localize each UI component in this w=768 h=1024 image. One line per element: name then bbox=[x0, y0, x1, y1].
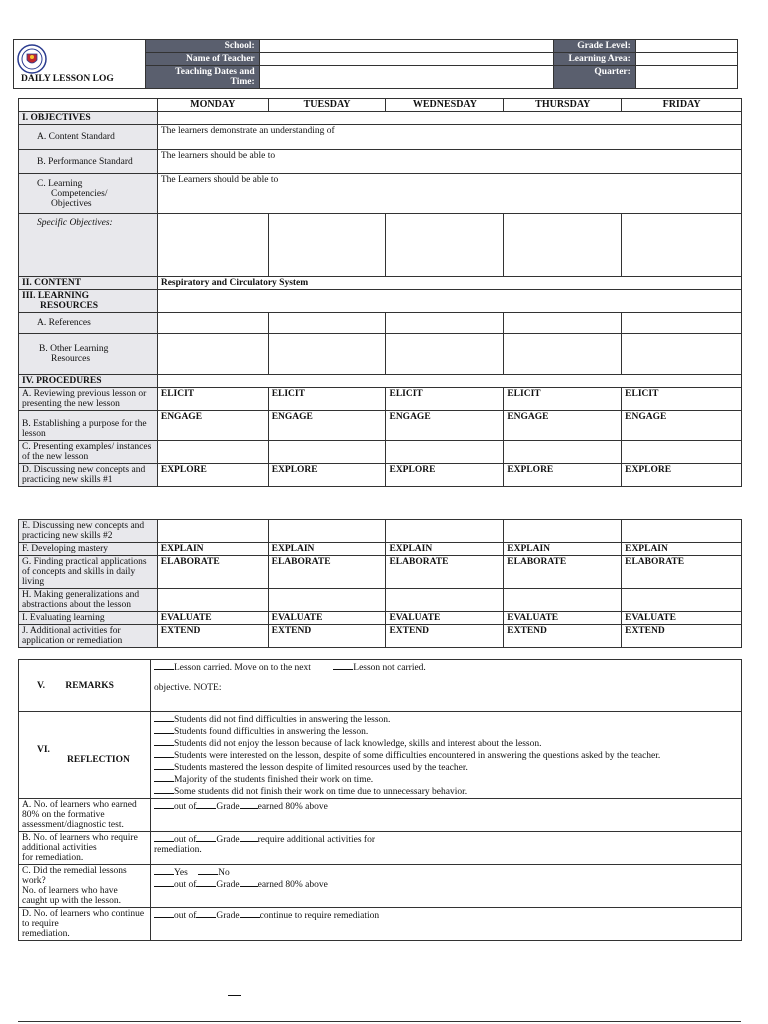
elicit-tuesday[interactable]: ELICIT bbox=[268, 388, 386, 411]
logo-cell bbox=[14, 40, 146, 89]
not-carried-text: Lesson not carried. bbox=[353, 663, 426, 673]
remarks-note: objective. NOTE: bbox=[153, 683, 222, 693]
learners-a-line2: 80% on the formative bbox=[22, 810, 105, 820]
day-friday: FRIDAY bbox=[622, 99, 742, 112]
h-friday[interactable] bbox=[622, 589, 742, 612]
learners-a-label bbox=[19, 799, 151, 832]
c-monday[interactable] bbox=[157, 441, 268, 464]
resources-blank bbox=[157, 290, 741, 313]
out-of-text: out of bbox=[173, 835, 197, 845]
explain-wednesday[interactable]: EXPLAIN bbox=[386, 543, 504, 556]
reflection-item-text: Students were interested on the lesson, despite of some difficulties encountered in answering the questions asked by the teacher. bbox=[173, 751, 661, 761]
carried-blank[interactable] bbox=[154, 661, 174, 670]
reflection-item[interactable] bbox=[154, 737, 738, 749]
explore-friday[interactable]: EXPLORE bbox=[622, 464, 742, 487]
competencies-label-line1: C. Learning bbox=[37, 179, 83, 189]
learners-b-line3: for remediation. bbox=[22, 853, 84, 863]
other-resources-thursday[interactable] bbox=[504, 334, 622, 375]
procedure-i-label: I. Evaluating learning bbox=[19, 612, 158, 625]
other-resources-tuesday[interactable] bbox=[268, 334, 386, 375]
learners-c-line1: C. Did the remedial lessons bbox=[22, 866, 127, 876]
procedure-b-label: B. Establishing a purpose for the lesson bbox=[19, 411, 158, 441]
out-of-text: out of bbox=[173, 802, 197, 812]
e-thursday[interactable] bbox=[504, 520, 622, 543]
not-carried-blank[interactable] bbox=[333, 661, 353, 670]
learners-b-label bbox=[19, 832, 151, 865]
reflection-blank[interactable] bbox=[154, 761, 174, 770]
out-of-text: out of bbox=[173, 880, 197, 890]
elaborate-wednesday[interactable]: ELABORATE bbox=[386, 556, 504, 589]
c-wednesday[interactable] bbox=[386, 441, 504, 464]
reflection-item-text: Students did not enjoy the lesson because of lack knowledge, skills and interest about the lesson. bbox=[173, 739, 542, 749]
content-standard-text[interactable]: The learners demonstrate an understanding of bbox=[157, 125, 741, 150]
learning-area-field[interactable] bbox=[635, 53, 737, 66]
references-tuesday[interactable] bbox=[268, 313, 386, 334]
d-grade-blank[interactable] bbox=[240, 909, 260, 918]
procedure-c-label: C. Presenting examples/ instances of the new lesson bbox=[19, 441, 158, 464]
other-resources-label bbox=[19, 334, 158, 375]
reflection-item-text: Students mastered the lesson despite of limited resources used by the teacher. bbox=[173, 763, 468, 773]
resources-heading bbox=[19, 290, 158, 313]
d-count-blank[interactable] bbox=[154, 909, 174, 918]
c-total-blank[interactable] bbox=[196, 878, 216, 887]
specific-friday[interactable] bbox=[622, 214, 742, 277]
procedure-e-label: E. Discussing new concepts and practicing new skills #2 bbox=[19, 520, 158, 543]
remediation-text: remediation. bbox=[153, 845, 202, 855]
elicit-friday[interactable]: ELICIT bbox=[622, 388, 742, 411]
c-grade-blank[interactable] bbox=[240, 878, 258, 887]
h-monday[interactable] bbox=[157, 589, 268, 612]
lesson-table-part2 bbox=[18, 519, 742, 648]
engage-monday[interactable]: ENGAGE bbox=[157, 411, 268, 441]
reflection-blank[interactable] bbox=[154, 725, 174, 734]
learners-d-line3: remediation. bbox=[22, 929, 70, 939]
remarks-label bbox=[19, 660, 151, 712]
remarks-cell bbox=[150, 660, 741, 712]
learners-d-line2: to require bbox=[22, 919, 59, 929]
continue-text: continue to require remediation bbox=[259, 911, 380, 921]
learners-c-line4: caught up with the lesson. bbox=[22, 896, 121, 906]
competencies-label bbox=[19, 174, 158, 214]
reflection-blank[interactable] bbox=[154, 773, 174, 782]
reflection-item[interactable] bbox=[154, 773, 738, 785]
b-count-blank[interactable] bbox=[154, 833, 174, 842]
c-friday[interactable] bbox=[622, 441, 742, 464]
remarks-line1 bbox=[154, 661, 738, 673]
extend-thursday[interactable]: EXTEND bbox=[504, 625, 622, 648]
no-text: No bbox=[218, 868, 230, 878]
references-monday[interactable] bbox=[157, 313, 268, 334]
reflection-item[interactable] bbox=[154, 725, 738, 737]
content-standard-label: A. Content Standard bbox=[19, 125, 158, 150]
extend-monday[interactable]: EXTEND bbox=[157, 625, 268, 648]
a-grade-blank[interactable] bbox=[240, 800, 258, 809]
dates-label: Teaching Dates and Time: bbox=[146, 66, 259, 89]
quarter-label: Quarter: bbox=[554, 66, 636, 89]
extend-friday[interactable]: EXTEND bbox=[622, 625, 742, 648]
learners-d-label bbox=[19, 908, 151, 941]
grade-text: Grade bbox=[216, 802, 240, 812]
extend-tuesday[interactable]: EXTEND bbox=[268, 625, 386, 648]
reflection-item[interactable] bbox=[154, 785, 738, 797]
dates-field[interactable] bbox=[259, 66, 553, 89]
specific-thursday[interactable] bbox=[504, 214, 622, 277]
reflection-blank[interactable] bbox=[154, 713, 174, 722]
explain-thursday[interactable]: EXPLAIN bbox=[504, 543, 622, 556]
references-label: A. References bbox=[19, 313, 158, 334]
reflection-item[interactable] bbox=[154, 761, 738, 773]
yes-text: Yes bbox=[173, 868, 188, 878]
engage-thursday[interactable]: ENGAGE bbox=[504, 411, 622, 441]
learners-b-cell bbox=[150, 832, 741, 865]
procedures-heading: IV. PROCEDURES bbox=[19, 375, 158, 388]
procedure-f-label: F. Developing mastery bbox=[19, 543, 158, 556]
c-tuesday[interactable] bbox=[268, 441, 386, 464]
procedure-g-label: G. Finding practical applications of concepts and skills in daily living bbox=[19, 556, 158, 589]
other-resources-monday[interactable] bbox=[157, 334, 268, 375]
grade-level-label: Grade Level: bbox=[554, 40, 636, 53]
learners-c-line3: No. of learners who have bbox=[22, 886, 118, 896]
deped-seal-icon bbox=[17, 44, 47, 74]
grade-level-field[interactable] bbox=[635, 40, 737, 53]
learners-a-line3: assessment/diagnostic test. bbox=[22, 820, 124, 830]
reflection-label bbox=[19, 712, 151, 799]
specific-tuesday[interactable] bbox=[268, 214, 386, 277]
other-resources-wednesday[interactable] bbox=[386, 334, 504, 375]
procedure-j-label: J. Additional activities for application or remediation bbox=[19, 625, 158, 648]
stray-underline bbox=[228, 995, 241, 996]
grade-text: Grade bbox=[216, 911, 240, 921]
day-wednesday: WEDNESDAY bbox=[386, 99, 504, 112]
out-of-text: out of bbox=[173, 911, 197, 921]
reflection-item[interactable] bbox=[154, 749, 738, 761]
explore-monday[interactable]: EXPLORE bbox=[157, 464, 268, 487]
reflection-item[interactable] bbox=[154, 713, 738, 725]
school-field[interactable] bbox=[259, 40, 553, 53]
grade-text: Grade bbox=[216, 835, 240, 845]
carried-text: Lesson carried. Move on to the next bbox=[173, 663, 311, 673]
teacher-label: Name of Teacher bbox=[146, 53, 259, 66]
explore-tuesday[interactable]: EXPLORE bbox=[268, 464, 386, 487]
procedure-a-label: A. Reviewing previous lesson or presenting the new lesson bbox=[19, 388, 158, 411]
earned-text: earned 80% above bbox=[257, 802, 328, 812]
performance-standard-label: B. Performance Standard bbox=[19, 150, 158, 174]
e-monday[interactable] bbox=[157, 520, 268, 543]
require-text: require additional activities for bbox=[257, 835, 376, 845]
objectives-heading: I. OBJECTIVES bbox=[19, 112, 158, 125]
content-heading: II. CONTENT bbox=[19, 277, 158, 290]
yes-blank[interactable] bbox=[154, 866, 174, 875]
h-thursday[interactable] bbox=[504, 589, 622, 612]
lesson-table-part1 bbox=[18, 98, 742, 487]
references-thursday[interactable] bbox=[504, 313, 622, 334]
content-topic[interactable]: Respiratory and Circulatory System bbox=[157, 277, 741, 290]
explain-friday[interactable]: EXPLAIN bbox=[622, 543, 742, 556]
engage-tuesday[interactable]: ENGAGE bbox=[268, 411, 386, 441]
specific-monday[interactable] bbox=[157, 214, 268, 277]
a-total-blank[interactable] bbox=[196, 800, 216, 809]
e-tuesday[interactable] bbox=[268, 520, 386, 543]
procedures-blank bbox=[157, 375, 741, 388]
reflection-item-text: Some students did not finish their work on time due to unnecessary behavior. bbox=[173, 787, 468, 797]
school-label: School: bbox=[146, 40, 259, 53]
references-wednesday[interactable] bbox=[386, 313, 504, 334]
remarks-table bbox=[18, 659, 742, 941]
evaluate-thursday[interactable]: EVALUATE bbox=[504, 612, 622, 625]
learners-b-line2: additional activities bbox=[22, 843, 97, 853]
b-grade-blank[interactable] bbox=[240, 833, 258, 842]
specific-objectives-label: Specific Objectives: bbox=[19, 214, 158, 277]
d-total-blank[interactable] bbox=[196, 909, 216, 918]
reflection-heading: REFLECTION bbox=[67, 755, 130, 765]
resources-heading-line1: III. LEARNING bbox=[22, 291, 90, 301]
reflection-num: VI. bbox=[37, 745, 50, 755]
remarks-num: V. bbox=[37, 680, 46, 691]
learners-c-cell bbox=[150, 865, 741, 908]
elaborate-monday[interactable]: ELABORATE bbox=[157, 556, 268, 589]
reflection-item-text: Students found difficulties in answering the lesson. bbox=[173, 727, 369, 737]
day-thursday: THURSDAY bbox=[504, 99, 622, 112]
explore-thursday[interactable]: EXPLORE bbox=[504, 464, 622, 487]
evaluate-monday[interactable]: EVALUATE bbox=[157, 612, 268, 625]
elicit-thursday[interactable]: ELICIT bbox=[504, 388, 622, 411]
references-friday[interactable] bbox=[622, 313, 742, 334]
reflection-cell bbox=[150, 712, 741, 799]
teacher-field[interactable] bbox=[259, 53, 553, 66]
a-count-blank[interactable] bbox=[154, 800, 174, 809]
reflection-item-text: Students did not find difficulties in answering the lesson. bbox=[173, 715, 391, 725]
c-count-blank[interactable] bbox=[154, 878, 174, 887]
h-wednesday[interactable] bbox=[386, 589, 504, 612]
extend-wednesday[interactable]: EXTEND bbox=[386, 625, 504, 648]
b-total-blank[interactable] bbox=[196, 833, 216, 842]
competencies-label-line2: Competencies/ bbox=[51, 189, 108, 199]
engage-wednesday[interactable]: ENGAGE bbox=[386, 411, 504, 441]
competencies-text[interactable]: The Learners should be able to bbox=[157, 174, 741, 214]
other-resources-line2: Resources bbox=[51, 354, 91, 364]
explain-tuesday[interactable]: EXPLAIN bbox=[268, 543, 386, 556]
learners-d-cell bbox=[150, 908, 741, 941]
learners-d-line1: D. No. of learners who continue bbox=[22, 909, 145, 919]
header-table bbox=[13, 39, 738, 89]
learners-a-cell bbox=[150, 799, 741, 832]
explain-monday[interactable]: EXPLAIN bbox=[157, 543, 268, 556]
learners-c-label bbox=[19, 865, 151, 908]
reflection-item-text: Majority of the students finished their work on time. bbox=[173, 775, 374, 785]
log-title: DAILY LESSON LOG bbox=[21, 73, 114, 84]
learners-c-line2: work? bbox=[22, 876, 46, 886]
no-blank[interactable] bbox=[198, 866, 218, 875]
earned-text: earned 80% above bbox=[257, 880, 328, 890]
performance-standard-text[interactable]: The learners should be able to bbox=[157, 150, 741, 174]
learning-area-label: Learning Area: bbox=[554, 53, 636, 66]
other-resources-friday[interactable] bbox=[622, 334, 742, 375]
c-thursday[interactable] bbox=[504, 441, 622, 464]
elaborate-friday[interactable]: ELABORATE bbox=[622, 556, 742, 589]
h-tuesday[interactable] bbox=[268, 589, 386, 612]
learners-a-line1: A. No. of learners who earned bbox=[22, 800, 137, 810]
procedure-d-label: D. Discussing new concepts and practicing new skills #1 bbox=[19, 464, 158, 487]
remarks-heading: REMARKS bbox=[65, 680, 114, 691]
evaluate-tuesday[interactable]: EVALUATE bbox=[268, 612, 386, 625]
evaluate-wednesday[interactable]: EVALUATE bbox=[386, 612, 504, 625]
e-friday[interactable] bbox=[622, 520, 742, 543]
day-tuesday: TUESDAY bbox=[268, 99, 386, 112]
learners-b-line1: B. No. of learners who require bbox=[22, 833, 138, 843]
reflection-blank[interactable] bbox=[154, 749, 174, 758]
specific-wednesday[interactable] bbox=[386, 214, 504, 277]
resources-heading-line2: RESOURCES bbox=[40, 301, 99, 311]
e-wednesday[interactable] bbox=[386, 520, 504, 543]
elicit-wednesday[interactable]: ELICIT bbox=[386, 388, 504, 411]
explore-wednesday[interactable]: EXPLORE bbox=[386, 464, 504, 487]
objectives-blank bbox=[157, 112, 741, 125]
elicit-monday[interactable]: ELICIT bbox=[157, 388, 268, 411]
reflection-blank[interactable] bbox=[154, 785, 174, 794]
elaborate-tuesday[interactable]: ELABORATE bbox=[268, 556, 386, 589]
corner-cell bbox=[19, 99, 158, 112]
procedure-h-label: H. Making generalizations and abstractions about the lesson bbox=[19, 589, 158, 612]
quarter-field[interactable] bbox=[635, 66, 737, 89]
other-resources-line1: B. Other Learning bbox=[39, 344, 109, 354]
grade-text: Grade bbox=[216, 880, 240, 890]
next-page-table-edge bbox=[18, 1021, 741, 1022]
evaluate-friday[interactable]: EVALUATE bbox=[622, 612, 742, 625]
day-monday: MONDAY bbox=[157, 99, 268, 112]
reflection-blank[interactable] bbox=[154, 737, 174, 746]
elaborate-thursday[interactable]: ELABORATE bbox=[504, 556, 622, 589]
engage-friday[interactable]: ENGAGE bbox=[622, 411, 742, 441]
competencies-label-line3: Objectives bbox=[51, 199, 92, 209]
